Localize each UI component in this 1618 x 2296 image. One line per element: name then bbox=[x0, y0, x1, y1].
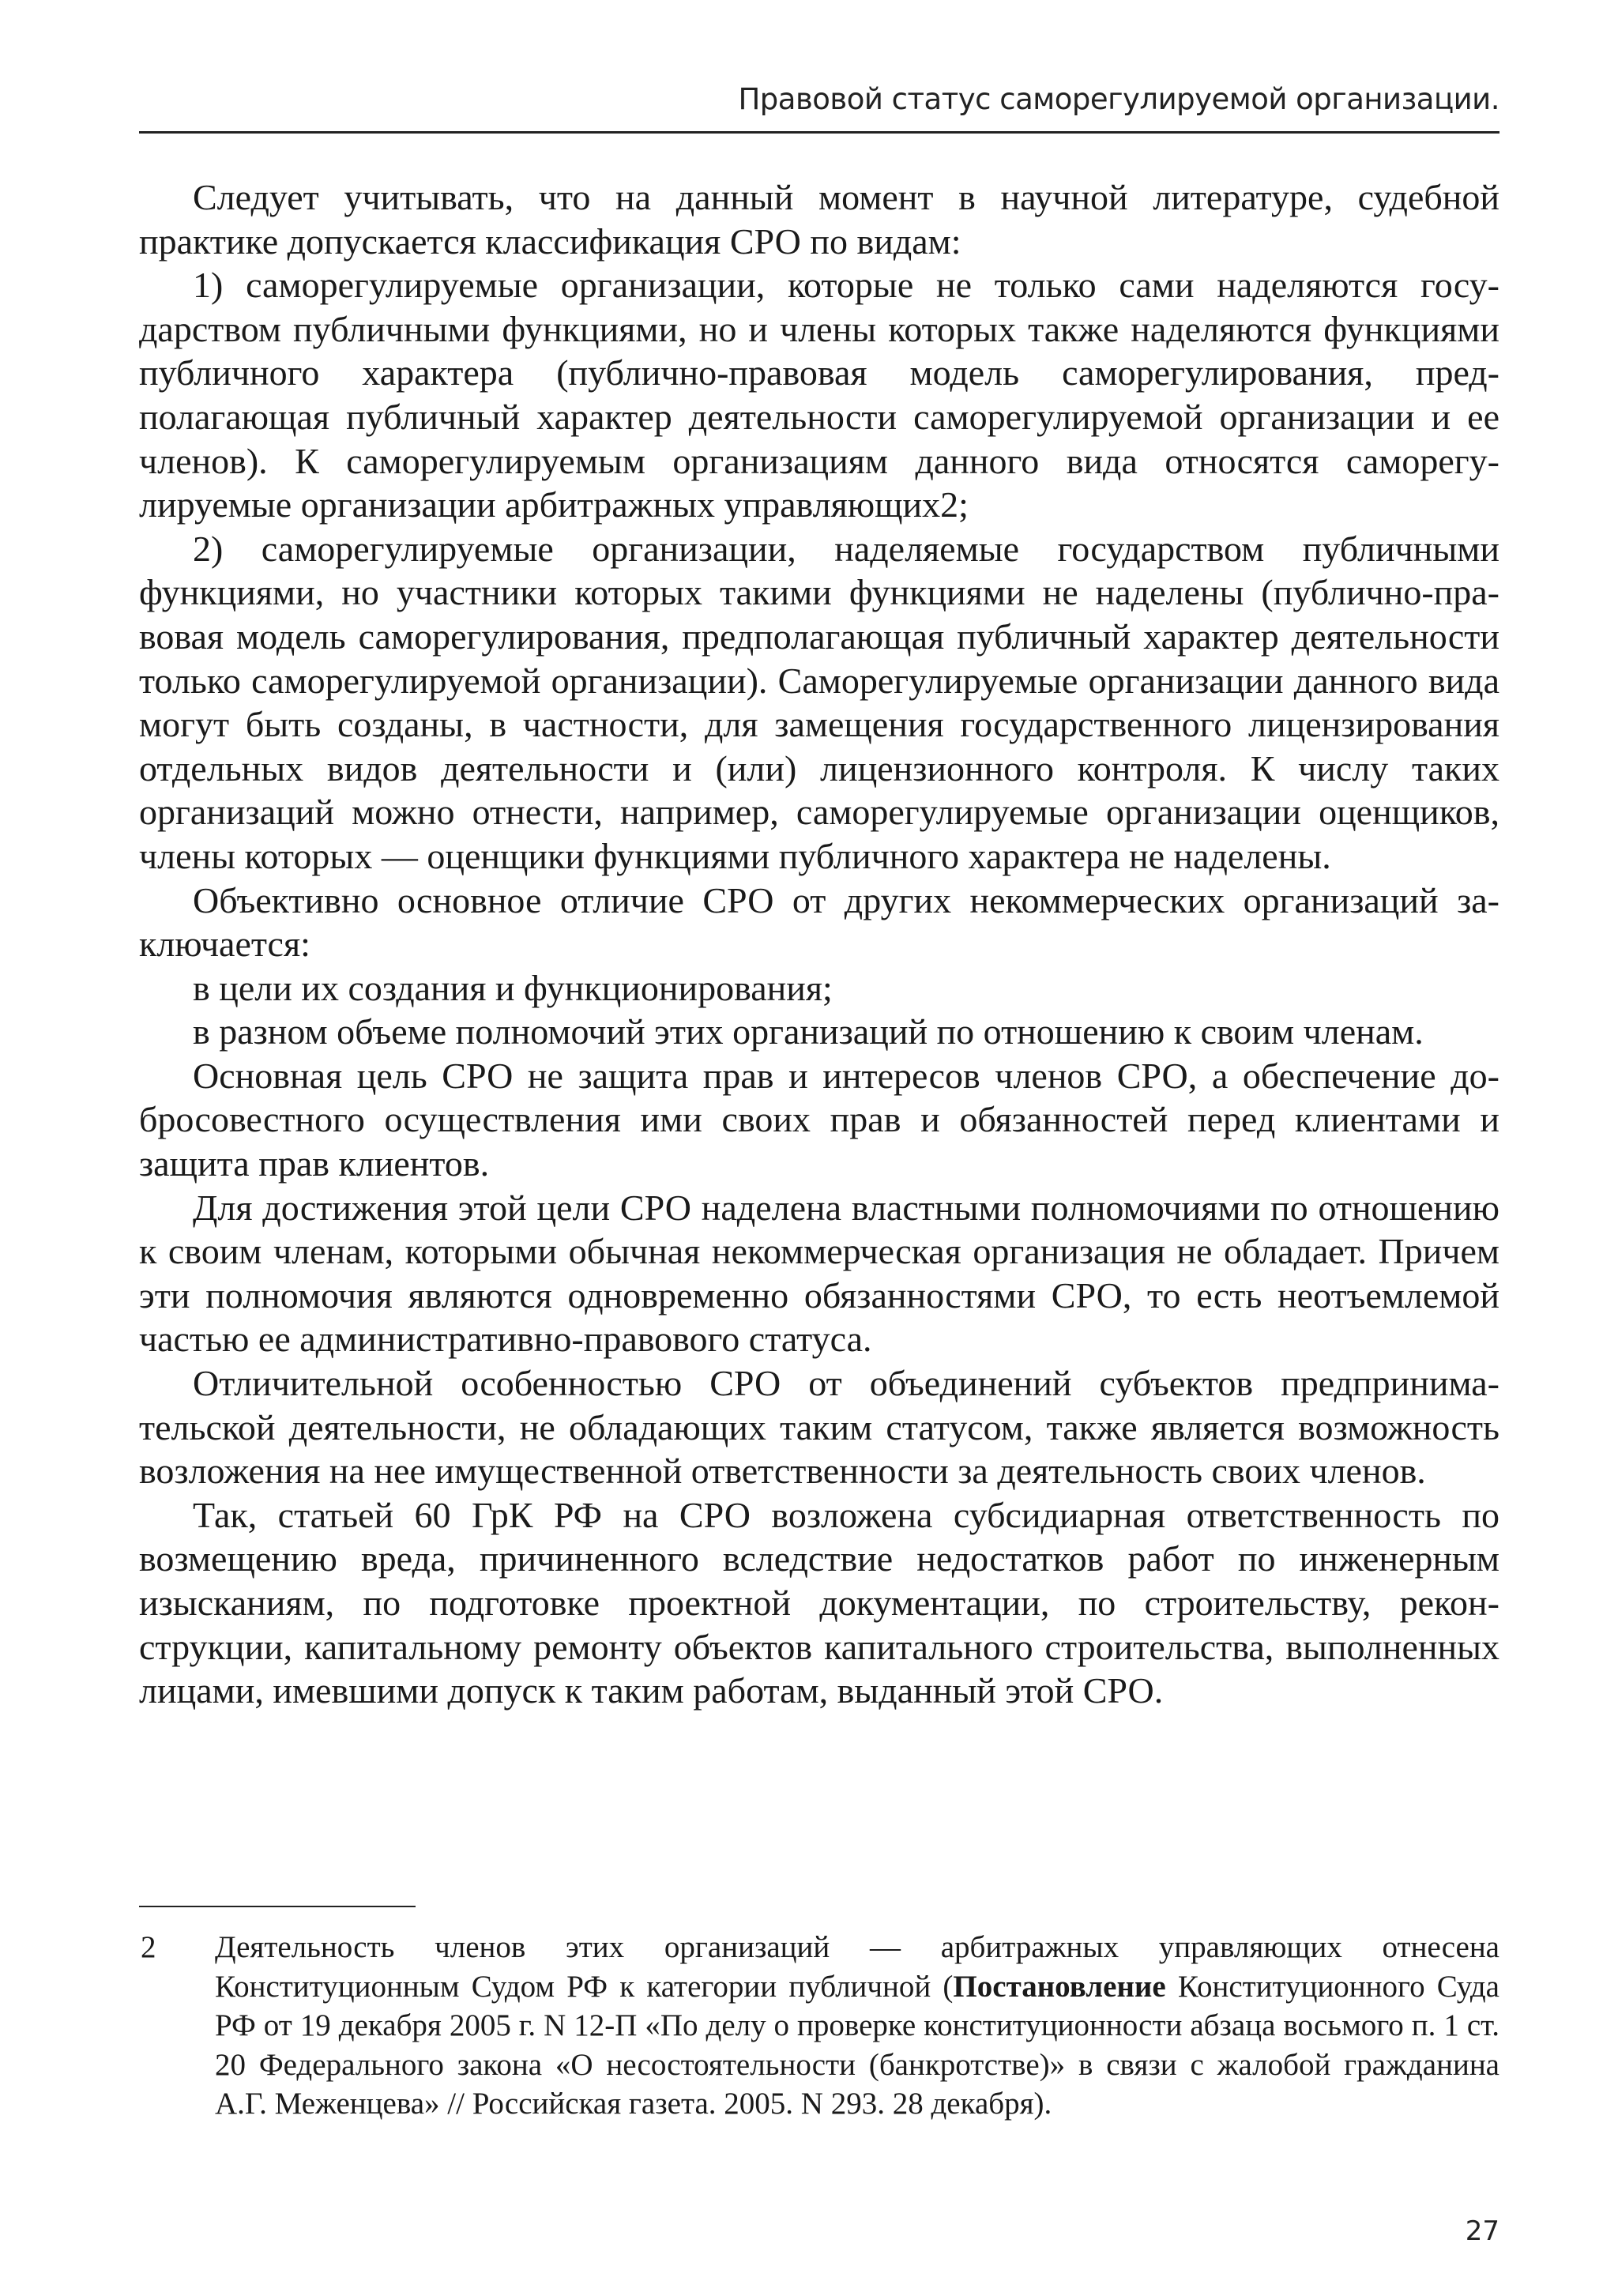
paragraph: Отличительной особенностью СРО от объединений субъектов предпринимательской деятельности, не обладающих таким статусом, также является возможность возложения на нее имущественной ответственности за деятельность своих членов. bbox=[139, 1363, 1499, 1492]
paragraph: 2) саморегулируемые организации, наделяемые государством публичными функциями, но участники которых такими функциями не наделены (публично-правовая модель саморегулирования, предполагающая публичный характер деятельности только саморегулируемой организации). Саморегулируемые организации данного вида могут быть созданы, в частности, для замещения государственного лицензирования отдельных видов деятельности и (или) лицензионного контроля. К числу таких организаций можно отнести, например, саморегулируемые организации оценщиков, члены которых — оценщики функциями публичного характера не наделены. bbox=[139, 528, 1499, 876]
footnote-text-start: Деятельность членов этих организаций — арбитражных управляющих отнесена Конституционным Судом РФ к категории публичной ( bbox=[215, 1930, 1499, 2004]
paragraph: Следует учитывать, что на данный момент в научной литературе, судебной практике допускается классификация СРО по видам: bbox=[139, 177, 1499, 262]
running-header-title: Правовой статус саморегулируемой организации. bbox=[738, 82, 1499, 116]
running-header bbox=[139, 76, 1499, 134]
footnote-text bbox=[215, 1928, 1499, 2124]
footnote-text-end: Конституционного Суда РФ от 19 декабря 2005 г. N 12-П «По делу о проверке конституционности абзаца восьмого п. 1 ст. 20 Федерального закона «О несостоятельности (банкротстве)» в связи с жалобой гражданина А.Г. Меженцева» // Российская газета. 2005. N 293. 28 декабря). bbox=[215, 1969, 1499, 2121]
footnote-number: 2 bbox=[141, 1930, 156, 1964]
footnote-divider bbox=[139, 1906, 416, 1907]
paragraph: в цели их создания и функционирования; bbox=[193, 967, 833, 1008]
main-text bbox=[139, 175, 1499, 1713]
paragraph: Так, статьей 60 ГрК РФ на СРО возложена субсидиарная ответственность по возмещению вреда, причиненного вследствие недостатков работ по инженерным изысканиям, по подготовке проектной документации, по строительству, реконструкции, капитальному ремонту объектов капитального строительства, выполненных лицами, имевшими допуск к таким работам, выданный этой СРО. bbox=[139, 1494, 1499, 1711]
paragraph: в разном объеме полномочий этих организаций по отношению к своим членам. bbox=[193, 1011, 1424, 1052]
page-number: 27 bbox=[1465, 2215, 1499, 2247]
footnote-bold-term: Постановление bbox=[953, 1969, 1166, 2004]
footnote bbox=[139, 1928, 1499, 2124]
paragraph: 1) саморегулируемые организации, которые не только сами наделяются государством публичными функциями, но и члены которых также наделяются функциями публичного характера (публично-правовая модель саморегулирования, предполагающая публичный характер деятельности саморегулируемой организации и ее членов). К саморегулируемым организациям данного вида относятся саморегулируемые организации арбитражных управляющих2; bbox=[139, 265, 1499, 525]
paragraph: Для достижения этой цели СРО наделена властными полномочиями по отношению к своим членам, которыми обычная некоммерческая организация не обладает. Причем эти полномочия являются одновременно обязанностями СРО, то есть неотъемлемой частью ее административно-правового статуса. bbox=[139, 1187, 1499, 1360]
paragraph: Основная цель СРО не защита прав и интересов членов СРО, а обеспечение добросовестного осуществления ими своих прав и обязанностей перед клиентами и защита прав клиентов. bbox=[139, 1055, 1499, 1184]
paragraph: Объективно основное отличие СРО от других некоммерческих организаций заключается: bbox=[139, 879, 1499, 965]
